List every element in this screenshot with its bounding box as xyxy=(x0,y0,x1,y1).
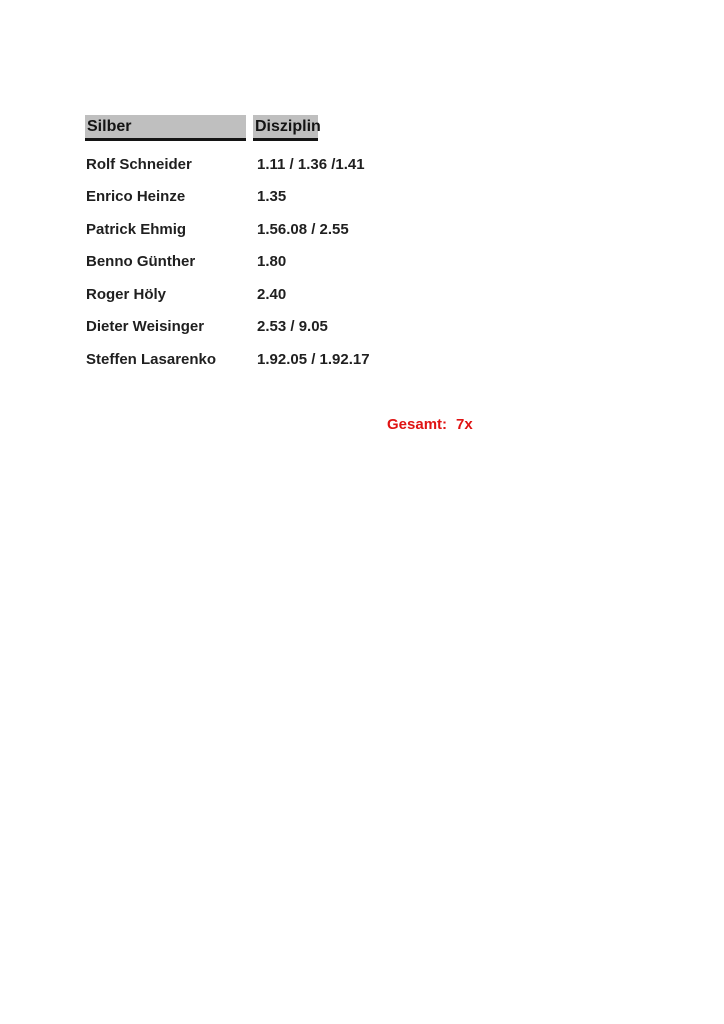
athlete-name: Steffen Lasarenko xyxy=(86,350,217,368)
table-header-row xyxy=(85,115,321,141)
table-row xyxy=(86,246,506,279)
discipline-value: 1.92.05 / 1.92.17 xyxy=(257,350,370,368)
discipline-value: 2.40 xyxy=(257,285,287,303)
table-row xyxy=(86,343,506,376)
total-line xyxy=(387,416,473,433)
table-row xyxy=(86,213,506,246)
results-table xyxy=(86,148,506,376)
header-cell-silber: Silber xyxy=(85,115,246,141)
athlete-name: Rolf Schneider xyxy=(86,155,192,173)
table-row xyxy=(86,311,506,344)
athlete-name: Enrico Heinze xyxy=(86,188,186,206)
table-row xyxy=(86,278,506,311)
table-row xyxy=(86,148,506,181)
table-row xyxy=(86,181,506,214)
athlete-name: Benno Günther xyxy=(86,253,196,271)
discipline-value: 1.56.08 / 2.55 xyxy=(257,220,349,238)
total-label: Gesamt: xyxy=(387,416,448,433)
header-cell-disziplin: Disziplin xyxy=(253,115,318,141)
total-value: 7x xyxy=(456,416,473,433)
athlete-name: Dieter Weisinger xyxy=(86,318,205,336)
athlete-name: Patrick Ehmig xyxy=(86,220,187,238)
athlete-name: Roger Höly xyxy=(86,285,167,303)
discipline-value: 1.80 xyxy=(257,253,287,271)
discipline-value: 2.53 / 9.05 xyxy=(257,318,328,336)
discipline-value: 1.35 xyxy=(257,188,287,206)
discipline-value: 1.11 / 1.36 /1.41 xyxy=(257,155,365,173)
